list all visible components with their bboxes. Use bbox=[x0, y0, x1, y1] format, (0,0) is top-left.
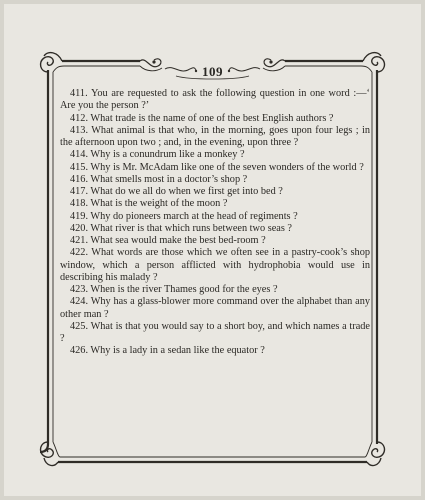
question-text: Why is Mr. McAdam like one of the seven wonders of the world ? bbox=[90, 161, 364, 173]
question-item bbox=[60, 125, 370, 150]
question-number: 412. bbox=[70, 112, 89, 124]
question-number: 413. bbox=[70, 124, 89, 136]
question-text: What is that you would say to a short boy, and which names a trade ? bbox=[60, 320, 370, 344]
question-text: What is the weight of the moon ? bbox=[90, 198, 228, 210]
question-number: 414. bbox=[70, 149, 89, 161]
conundrum-list bbox=[60, 88, 370, 358]
question-number: 421. bbox=[70, 235, 89, 246]
question-item bbox=[60, 345, 370, 357]
question-item bbox=[60, 223, 370, 235]
question-number: 424. bbox=[70, 296, 89, 308]
question-number: 411. bbox=[70, 88, 88, 99]
question-text: When is the river Thames good for the eyes ? bbox=[90, 284, 278, 295]
question-item bbox=[60, 211, 370, 223]
page-number: 109 bbox=[202, 64, 223, 79]
question-number: 416. bbox=[70, 173, 89, 185]
question-text: Why is a conundrum like a monkey ? bbox=[90, 149, 245, 161]
question-text: What words are those which we often see in a pastry-cook’s shop window, which a person afflicted with hydrophobia would use in describing his malady ? bbox=[60, 247, 370, 283]
question-number: 415. bbox=[70, 161, 89, 173]
question-text: You are requested to ask the following question in one word :—‘ Are you the person ?’ bbox=[60, 88, 370, 112]
question-number: 419. bbox=[70, 210, 89, 222]
question-text: What smells most in a doctor’s shop ? bbox=[90, 173, 248, 185]
question-item bbox=[60, 113, 370, 125]
question-text: Why do pioneers march at the head of regiments ? bbox=[90, 210, 298, 222]
question-number: 418. bbox=[70, 198, 89, 210]
question-item bbox=[60, 235, 370, 247]
question-item bbox=[60, 247, 370, 284]
question-number: 426. bbox=[70, 345, 89, 357]
question-item bbox=[60, 296, 370, 321]
question-item bbox=[60, 174, 370, 186]
question-text: Why has a glass-blower more command over the alphabet than any other man ? bbox=[60, 296, 371, 320]
question-number: 417. bbox=[70, 186, 89, 197]
question-item bbox=[60, 162, 370, 174]
question-number: 425. bbox=[70, 320, 89, 332]
question-text: What sea would make the best bed-room ? bbox=[90, 235, 266, 246]
question-item bbox=[60, 198, 370, 210]
question-number: 422. bbox=[70, 247, 89, 259]
question-item bbox=[60, 149, 370, 161]
question-text: What do we all do when we first get into bed ? bbox=[90, 186, 283, 197]
question-item bbox=[60, 88, 370, 113]
question-text: What animal is that who, in the morning, goes upon four legs ; in the afternoon upon two ; and, in the evening, upon three ? bbox=[60, 124, 370, 148]
question-item bbox=[60, 186, 370, 198]
question-number: 423. bbox=[70, 284, 89, 295]
question-number: 420. bbox=[70, 222, 89, 234]
question-text: What trade is the name of one of the best English authors ? bbox=[90, 112, 334, 124]
question-item bbox=[60, 284, 370, 296]
question-text: What river is that which runs between two seas ? bbox=[90, 222, 293, 234]
question-item bbox=[60, 321, 370, 346]
question-text: Why is a lady in a sedan like the equator ? bbox=[90, 345, 265, 357]
